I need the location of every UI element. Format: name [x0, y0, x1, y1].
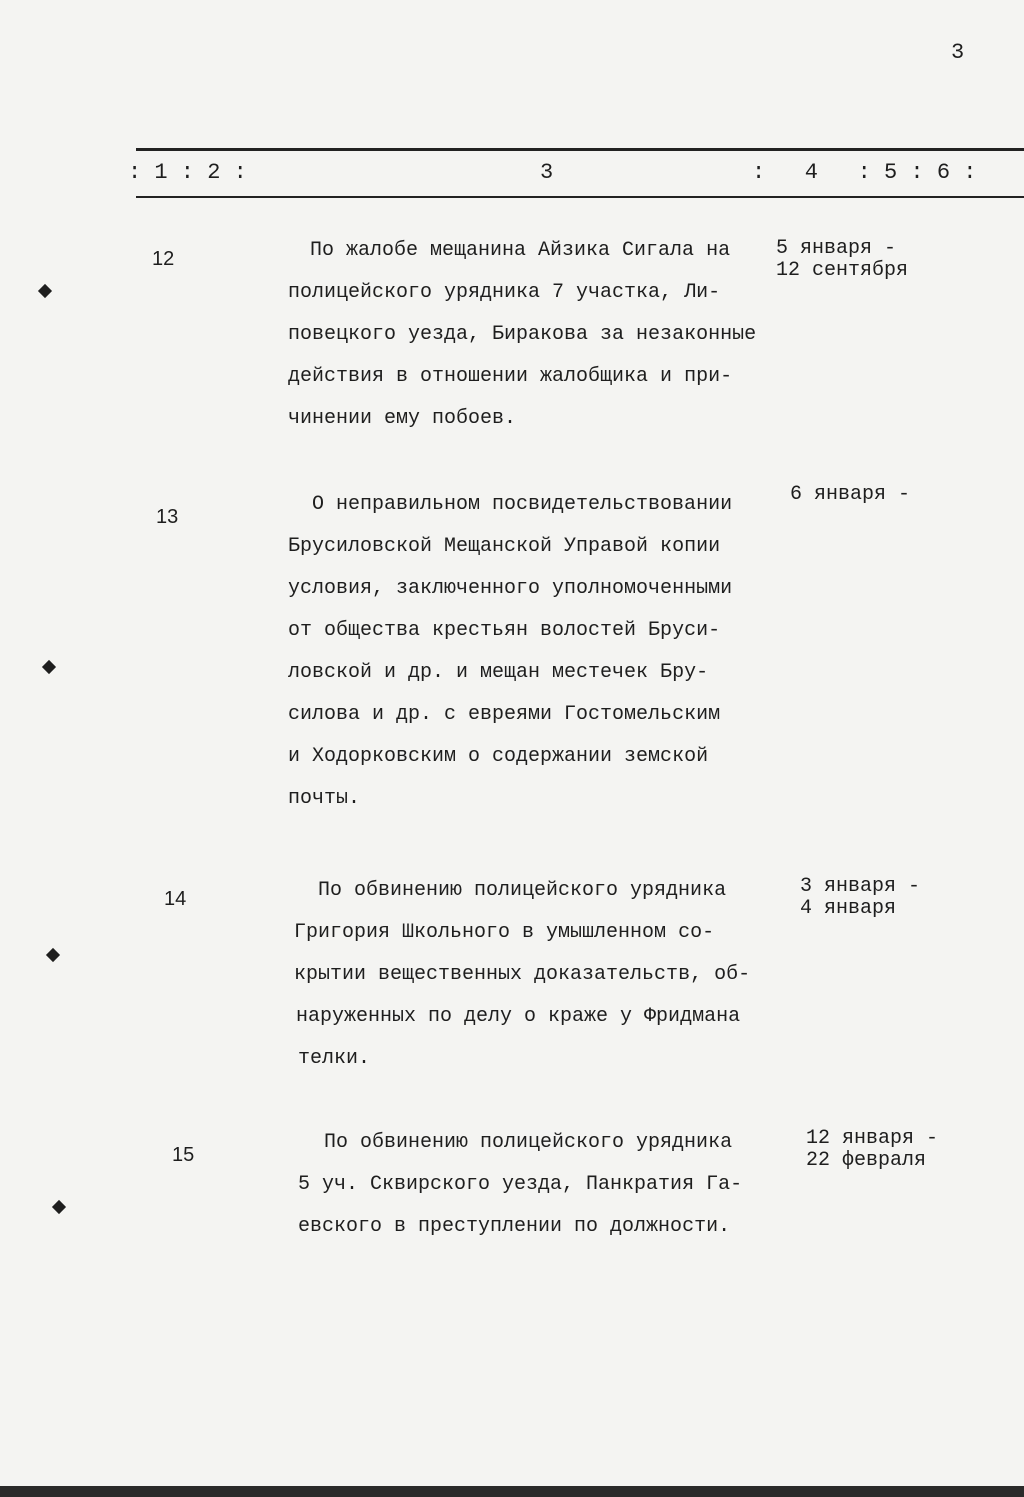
date-line: 12 сентября	[776, 259, 909, 282]
entry-dates	[800, 876, 920, 920]
header-rule-top	[136, 148, 1024, 151]
entry-description	[288, 484, 798, 820]
description-line: Григория Школьного в умышленном со-	[294, 921, 715, 944]
description-line: О неправильном посвидетельствовании	[312, 493, 733, 516]
description-line: и Ходорковским о содержании земской	[288, 745, 709, 768]
date-line: 22 февраля	[806, 1149, 927, 1172]
description-line: чинении ему побоев.	[288, 407, 517, 430]
date-line: 3 января -	[800, 875, 921, 898]
binder-mark	[38, 284, 52, 298]
description-line: условия, заключенного уполномоченными	[288, 577, 733, 600]
description-line: крытии вещественных доказательств, об-	[294, 963, 751, 986]
date-line: 5 января -	[776, 237, 897, 260]
description-line: 5 уч. Сквирского уезда, Панкратия Га-	[298, 1173, 743, 1196]
description-line: Брусиловской Мещанской Управой копии	[288, 535, 721, 558]
description-line: наруженных по делу о краже у Фридмана	[296, 1005, 741, 1028]
description-line: полицейского урядника 7 участка, Ли-	[288, 281, 721, 304]
scan-bottom-edge	[0, 1486, 1024, 1497]
description-line: По обвинению полицейского урядника	[324, 1131, 733, 1154]
description-line: По жалобе мещанина Айзика Сигала на	[310, 239, 731, 262]
binder-mark	[52, 1200, 66, 1214]
binder-mark	[42, 660, 56, 674]
description-line: евского в преступлении по должности.	[298, 1215, 731, 1238]
description-line: По обвинению полицейского урядника	[318, 879, 727, 902]
entry-description	[288, 870, 798, 1080]
description-line: ловской и др. и мещан местечек Бру-	[288, 661, 709, 684]
column-header-row	[0, 160, 1024, 190]
date-line: 12 января -	[806, 1127, 939, 1150]
entry-dates	[806, 1128, 938, 1172]
entry-number: 13	[156, 506, 179, 528]
description-line: от общества крестьян волостей Бруси-	[288, 619, 721, 642]
entry-dates	[776, 238, 908, 282]
description-line: повецкого уезда, Биракова за незаконные	[288, 323, 757, 346]
entry-number: 14	[164, 888, 187, 910]
description-line: почты.	[288, 787, 361, 810]
column-header-3: 3	[540, 160, 554, 185]
entry-number: 12	[152, 248, 175, 270]
entry-number: 15	[172, 1144, 195, 1166]
entry-description	[288, 1122, 798, 1248]
binder-mark	[46, 948, 60, 962]
description-line: действия в отношении жалобщика и при-	[288, 365, 733, 388]
page-number: 3	[951, 40, 965, 65]
description-line: силова и др. с евреями Гостомельским	[288, 703, 721, 726]
column-header-4-6: : 4 : 5 : 6 :	[752, 160, 977, 185]
header-rule-bottom	[136, 196, 1024, 198]
entry-dates	[790, 484, 910, 506]
date-line: 4 января	[800, 897, 897, 920]
entry-description	[288, 230, 798, 440]
date-line: 6 января -	[790, 483, 911, 506]
description-line: телки.	[298, 1047, 371, 1070]
column-header-1-2: : 1 : 2 :	[128, 160, 247, 185]
